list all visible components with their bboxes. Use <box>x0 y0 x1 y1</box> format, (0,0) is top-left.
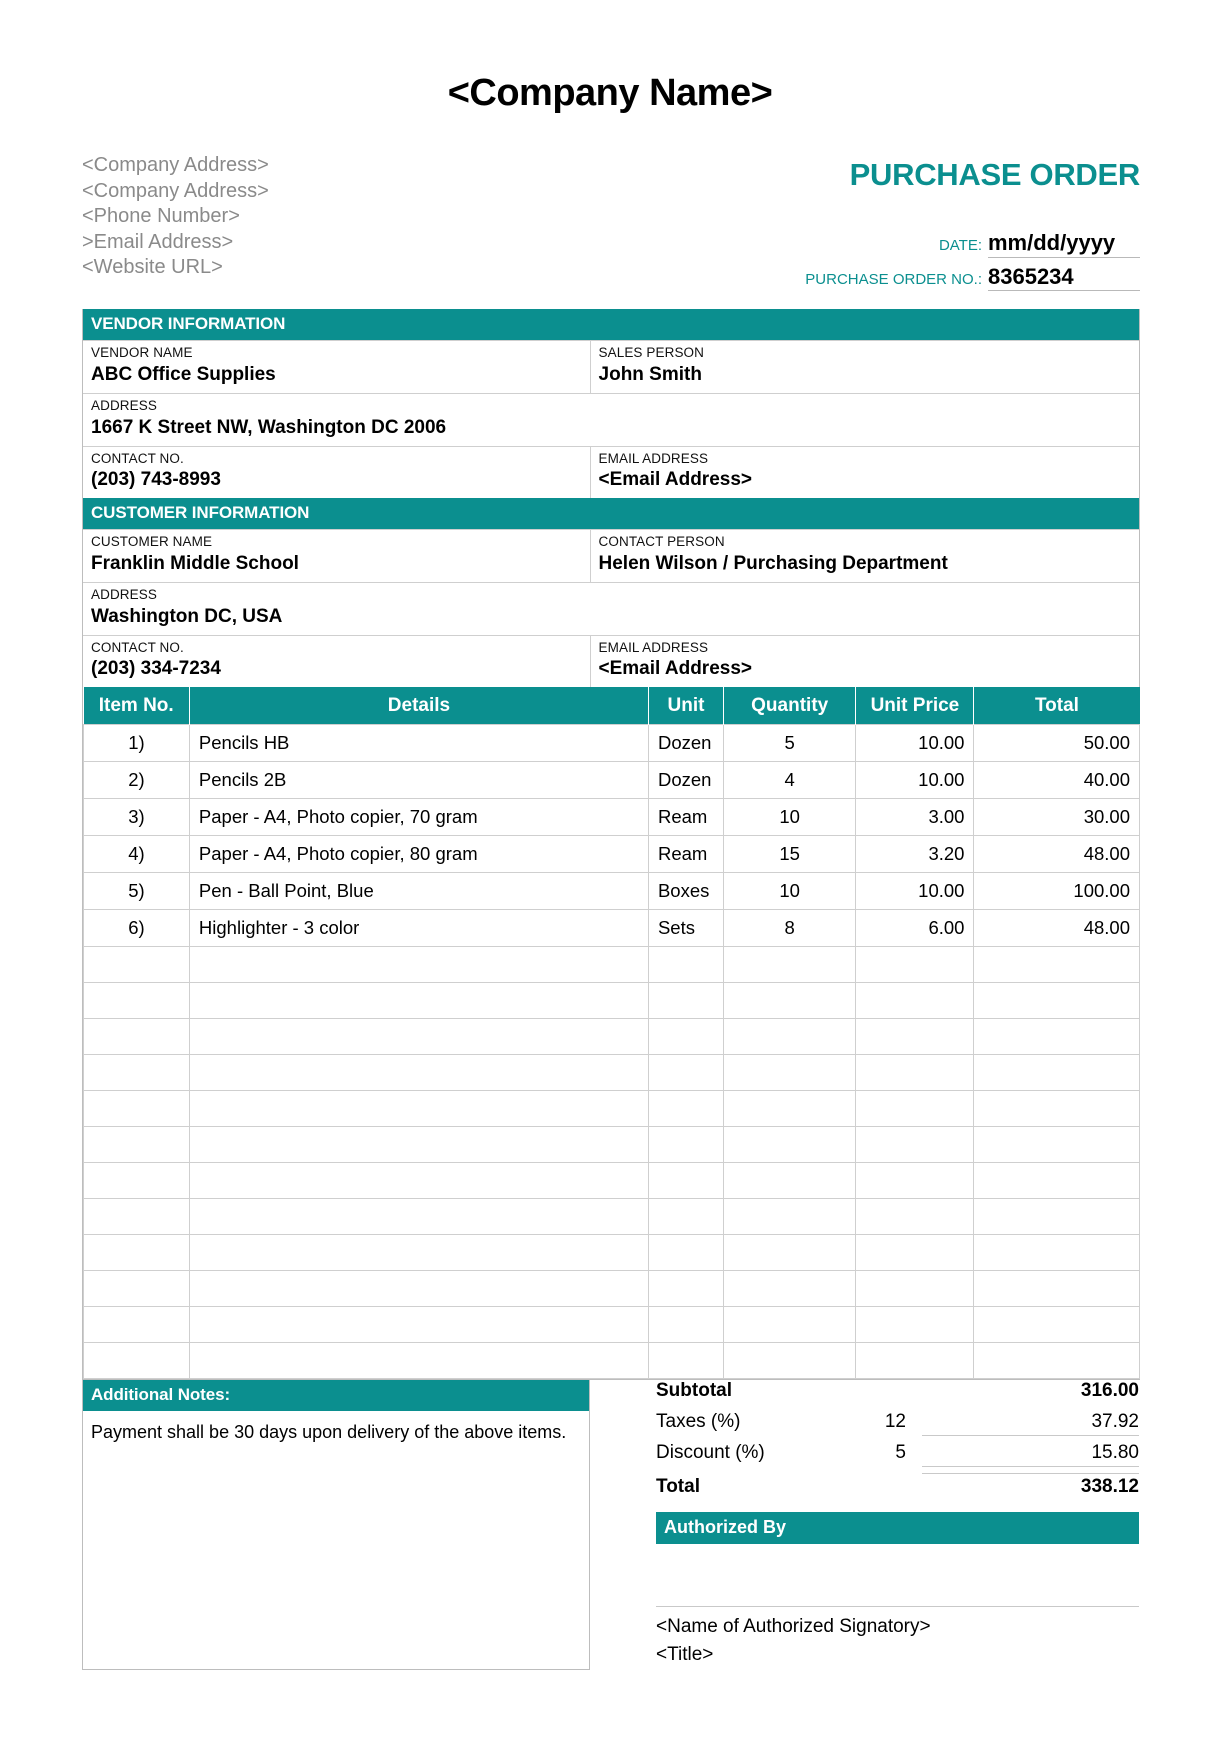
cell-unit[interactable]: Dozen <box>648 762 723 799</box>
cell-unit[interactable] <box>648 947 723 983</box>
table-row-empty <box>84 1055 1140 1091</box>
contact-person-value: Helen Wilson / Purchasing Department <box>598 553 948 575</box>
cell-unit[interactable] <box>648 1091 723 1127</box>
column-header-unit-price: Unit Price <box>856 688 974 725</box>
cell-quantity[interactable]: 5 <box>723 725 855 762</box>
vendor-address-cell[interactable] <box>83 393 1139 446</box>
signature-area <box>656 1544 1139 1668</box>
vendor-name-cell[interactable] <box>83 340 591 393</box>
sales-person-cell[interactable] <box>591 340 1139 393</box>
cell-quantity[interactable] <box>723 1055 855 1091</box>
cell-total[interactable]: 50.00 <box>974 725 1140 762</box>
taxes-label: Taxes (%) <box>656 1411 741 1433</box>
cell-item-no[interactable] <box>84 947 190 983</box>
cell-unit[interactable]: Dozen <box>648 725 723 762</box>
po-number-label: PURCHASE ORDER NO.: <box>805 270 982 288</box>
discount-label: Discount (%) <box>656 1442 765 1464</box>
vendor-name-row <box>83 340 1139 393</box>
cell-unit[interactable] <box>648 1019 723 1055</box>
vendor-address-label: ADDRESS <box>91 397 157 413</box>
cell-total[interactable]: 40.00 <box>974 762 1140 799</box>
discount-percent[interactable]: 5 <box>895 1442 906 1464</box>
cell-details[interactable] <box>189 947 648 983</box>
customer-contact-cell[interactable] <box>83 635 591 688</box>
cell-item-no[interactable] <box>84 1055 190 1091</box>
additional-notes-panel <box>82 1380 590 1670</box>
cell-quantity[interactable]: 15 <box>723 836 855 873</box>
taxes-percent[interactable]: 12 <box>884 1411 906 1433</box>
cell-details[interactable] <box>189 983 648 1019</box>
company-address-line-2: <Company Address> <box>82 179 269 202</box>
table-row <box>84 910 1140 947</box>
cell-details[interactable] <box>189 1091 648 1127</box>
cell-details[interactable] <box>189 1055 648 1091</box>
signature-line <box>656 1606 1139 1607</box>
grand-total-row <box>656 1473 1139 1504</box>
cell-total[interactable] <box>974 1163 1140 1199</box>
customer-name-row <box>83 529 1139 582</box>
company-phone-line: <Phone Number> <box>82 205 240 228</box>
cell-unit[interactable]: Ream <box>648 799 723 836</box>
cell-unit-price[interactable] <box>856 947 974 983</box>
table-row-empty <box>84 1019 1140 1055</box>
subtotal-value: 316.00 <box>1080 1380 1139 1402</box>
po-number-field <box>720 265 1140 292</box>
cell-details[interactable]: Highlighter - 3 color <box>189 910 648 947</box>
cell-details[interactable] <box>189 1271 648 1307</box>
cell-unit-price[interactable] <box>856 1271 974 1307</box>
cell-quantity[interactable] <box>723 1091 855 1127</box>
customer-name-label: CUSTOMER NAME <box>91 534 213 550</box>
discount-value: 15.80 <box>922 1442 1139 1467</box>
table-row-empty <box>84 1343 1140 1379</box>
sales-person-label: SALES PERSON <box>598 345 705 361</box>
cell-unit-price[interactable] <box>856 1019 974 1055</box>
cell-quantity[interactable] <box>723 1271 855 1307</box>
cell-unit-price[interactable]: 3.00 <box>856 799 974 836</box>
cell-details[interactable]: Pencils 2B <box>189 762 648 799</box>
cell-item-no[interactable]: 2) <box>84 762 190 799</box>
cell-unit-price[interactable]: 10.00 <box>856 725 974 762</box>
document-header <box>0 153 1220 291</box>
column-header-total: Total <box>974 688 1140 725</box>
cell-details[interactable] <box>189 1235 648 1271</box>
cell-total[interactable] <box>974 1271 1140 1307</box>
cell-total[interactable] <box>974 983 1140 1019</box>
cell-unit[interactable] <box>648 1055 723 1091</box>
cell-item-no[interactable] <box>84 1307 190 1343</box>
line-items-body <box>84 725 1140 1379</box>
table-row-empty <box>84 1127 1140 1163</box>
cell-item-no[interactable]: 6) <box>84 910 190 947</box>
cell-unit[interactable] <box>648 1199 723 1235</box>
cell-unit[interactable] <box>648 1271 723 1307</box>
cell-details[interactable]: Paper - A4, Photo copier, 70 gram <box>189 799 648 836</box>
cell-item-no[interactable]: 1) <box>84 725 190 762</box>
date-label: DATE: <box>938 237 982 254</box>
cell-unit-price[interactable]: 3.20 <box>856 836 974 873</box>
additional-notes-header: Additional Notes: <box>83 1380 589 1411</box>
table-row-empty <box>84 1163 1140 1199</box>
vendor-email-cell[interactable] <box>591 446 1139 499</box>
contact-person-cell[interactable] <box>591 529 1139 582</box>
cell-unit[interactable] <box>648 1163 723 1199</box>
contact-person-label: CONTACT PERSON <box>598 534 725 550</box>
cell-quantity[interactable] <box>723 983 855 1019</box>
table-row-empty <box>84 1091 1140 1127</box>
customer-contact-row <box>83 635 1139 688</box>
cell-unit[interactable]: Sets <box>648 910 723 947</box>
cell-total[interactable] <box>974 1055 1140 1091</box>
cell-details[interactable] <box>189 1163 648 1199</box>
cell-unit-price[interactable] <box>856 1307 974 1343</box>
company-address-line-1: <Company Address> <box>82 154 269 176</box>
cell-total[interactable] <box>974 1127 1140 1163</box>
po-number-value[interactable]: 8365234 <box>988 265 1140 292</box>
customer-name-cell[interactable] <box>83 529 591 582</box>
cell-total[interactable] <box>974 1199 1140 1235</box>
vendor-name-value: ABC Office Supplies <box>91 364 276 386</box>
signatory-name[interactable]: <Name of Authorized Signatory> <box>656 1616 931 1638</box>
line-items-header-row <box>84 688 1140 725</box>
cell-quantity[interactable] <box>723 1163 855 1199</box>
taxes-row <box>656 1411 1139 1442</box>
cell-quantity[interactable]: 10 <box>723 799 855 836</box>
cell-unit-price[interactable] <box>856 983 974 1019</box>
cell-total[interactable] <box>974 1091 1140 1127</box>
column-header-item-no: Item No. <box>84 688 190 725</box>
cell-total[interactable] <box>974 1343 1140 1379</box>
cell-total[interactable] <box>974 947 1140 983</box>
cell-quantity[interactable]: 4 <box>723 762 855 799</box>
cell-unit-price[interactable]: 10.00 <box>856 762 974 799</box>
cell-unit[interactable] <box>648 1307 723 1343</box>
cell-item-no[interactable] <box>84 1127 190 1163</box>
cell-item-no[interactable]: 3) <box>84 799 190 836</box>
cell-details[interactable]: Paper - A4, Photo copier, 80 gram <box>189 836 648 873</box>
cell-unit[interactable]: Boxes <box>648 873 723 910</box>
cell-quantity[interactable]: 8 <box>723 910 855 947</box>
discount-row <box>656 1442 1139 1473</box>
vendor-email-value: <Email Address> <box>598 469 752 491</box>
table-row-empty <box>84 1307 1140 1343</box>
vendor-name-label: VENDOR NAME <box>91 345 193 361</box>
sales-person-value: John Smith <box>598 364 702 386</box>
information-sheet <box>82 309 1140 1380</box>
customer-email-value: <Email Address> <box>598 658 752 680</box>
cell-quantity[interactable] <box>723 1307 855 1343</box>
cell-unit-price[interactable]: 10.00 <box>856 873 974 910</box>
grand-total-value: 338.12 <box>922 1473 1139 1500</box>
table-row-empty <box>84 947 1140 983</box>
table-row <box>84 725 1140 762</box>
cell-unit-price[interactable] <box>856 1163 974 1199</box>
totals-panel <box>590 1380 1139 1670</box>
signatory-title[interactable]: <Title> <box>656 1643 714 1665</box>
cell-item-no[interactable] <box>84 1163 190 1199</box>
vendor-address-value: 1667 K Street NW, Washington DC 2006 <box>91 416 447 438</box>
cell-details[interactable] <box>189 1019 648 1055</box>
vendor-contact-row <box>83 446 1139 499</box>
cell-unit[interactable] <box>648 1127 723 1163</box>
cell-details[interactable] <box>189 1127 648 1163</box>
cell-unit-price[interactable] <box>856 1235 974 1271</box>
cell-details[interactable]: Pencils HB <box>189 725 648 762</box>
customer-address-cell[interactable] <box>83 582 1139 635</box>
cell-quantity[interactable] <box>723 1127 855 1163</box>
cell-unit[interactable] <box>648 1235 723 1271</box>
cell-unit[interactable]: Ream <box>648 836 723 873</box>
cell-total[interactable] <box>974 1307 1140 1343</box>
cell-total[interactable]: 30.00 <box>974 799 1140 836</box>
cell-quantity[interactable] <box>723 947 855 983</box>
customer-contact-value: (203) 334-7234 <box>91 658 221 680</box>
date-value[interactable]: mm/dd/yyyy <box>988 231 1140 258</box>
table-row-empty <box>84 1235 1140 1271</box>
vendor-information-header: VENDOR INFORMATION <box>83 309 1139 340</box>
subtotal-row <box>656 1380 1139 1411</box>
cell-details[interactable] <box>189 1307 648 1343</box>
customer-address-label: ADDRESS <box>91 586 157 602</box>
cell-unit-price[interactable] <box>856 1055 974 1091</box>
subtotal-label: Subtotal <box>656 1380 732 1402</box>
cell-details[interactable]: Pen - Ball Point, Blue <box>189 873 648 910</box>
cell-item-no[interactable]: 5) <box>84 873 190 910</box>
cell-unit[interactable] <box>648 1343 723 1379</box>
vendor-contact-value: (203) 743-8993 <box>91 469 221 491</box>
cell-details[interactable] <box>189 1343 648 1379</box>
cell-unit-price[interactable] <box>856 1127 974 1163</box>
cell-item-no[interactable] <box>84 1019 190 1055</box>
cell-item-no[interactable] <box>84 1091 190 1127</box>
cell-unit-price[interactable] <box>856 1091 974 1127</box>
cell-item-no[interactable] <box>84 983 190 1019</box>
column-header-unit: Unit <box>648 688 723 725</box>
authorized-by-header: Authorized By <box>656 1512 1139 1544</box>
date-field <box>720 231 1140 258</box>
cell-item-no[interactable] <box>84 1199 190 1235</box>
cell-total[interactable]: 48.00 <box>974 910 1140 947</box>
cell-quantity[interactable] <box>723 1343 855 1379</box>
customer-email-label: EMAIL ADDRESS <box>598 639 709 655</box>
cell-quantity[interactable]: 10 <box>723 873 855 910</box>
cell-item-no[interactable] <box>84 1235 190 1271</box>
cell-details[interactable] <box>189 1199 648 1235</box>
cell-unit-price[interactable]: 6.00 <box>856 910 974 947</box>
cell-total[interactable] <box>974 1235 1140 1271</box>
cell-unit-price[interactable] <box>856 1199 974 1235</box>
vendor-address-row <box>83 393 1139 446</box>
column-header-details: Details <box>189 688 648 725</box>
table-row-empty <box>84 1199 1140 1235</box>
company-name: <Company Name> <box>447 72 773 114</box>
customer-address-row <box>83 582 1139 635</box>
vendor-contact-label: CONTACT NO. <box>91 450 184 466</box>
purchase-order-header-block <box>720 153 1140 291</box>
document-title: PURCHASE ORDER <box>849 157 1140 192</box>
table-row <box>84 762 1140 799</box>
column-header-quantity: Quantity <box>723 688 855 725</box>
table-row <box>84 873 1140 910</box>
table-row-empty <box>84 1271 1140 1307</box>
table-row-empty <box>84 983 1140 1019</box>
cell-total[interactable]: 48.00 <box>974 836 1140 873</box>
additional-notes-body[interactable]: Payment shall be 30 days upon delivery of the above items. <box>91 1422 567 1443</box>
cell-quantity[interactable] <box>723 1235 855 1271</box>
vendor-email-label: EMAIL ADDRESS <box>598 450 709 466</box>
cell-total[interactable]: 100.00 <box>974 873 1140 910</box>
vendor-contact-cell[interactable] <box>83 446 591 499</box>
cell-unit[interactable] <box>648 983 723 1019</box>
customer-information-header: CUSTOMER INFORMATION <box>83 498 1139 529</box>
document-footer <box>82 1380 1139 1670</box>
cell-unit-price[interactable] <box>856 1343 974 1379</box>
cell-quantity[interactable] <box>723 1019 855 1055</box>
table-row <box>84 836 1140 873</box>
purchase-order-meta-fields <box>720 231 1140 291</box>
customer-email-cell[interactable] <box>591 635 1139 688</box>
customer-address-value: Washington DC, USA <box>91 605 283 627</box>
table-row <box>84 799 1140 836</box>
company-address-block <box>82 153 269 281</box>
cell-item-no[interactable] <box>84 1271 190 1307</box>
customer-contact-label: CONTACT NO. <box>91 639 184 655</box>
customer-name-value: Franklin Middle School <box>91 553 299 575</box>
line-items-table <box>83 687 1140 1379</box>
cell-item-no[interactable]: 4) <box>84 836 190 873</box>
company-website-line: <Website URL> <box>82 256 223 279</box>
cell-total[interactable] <box>974 1019 1140 1055</box>
cell-item-no[interactable] <box>84 1343 190 1379</box>
company-email-line: >Email Address> <box>82 230 234 253</box>
taxes-value: 37.92 <box>922 1411 1139 1436</box>
grand-total-label: Total <box>656 1476 700 1498</box>
cell-quantity[interactable] <box>723 1199 855 1235</box>
